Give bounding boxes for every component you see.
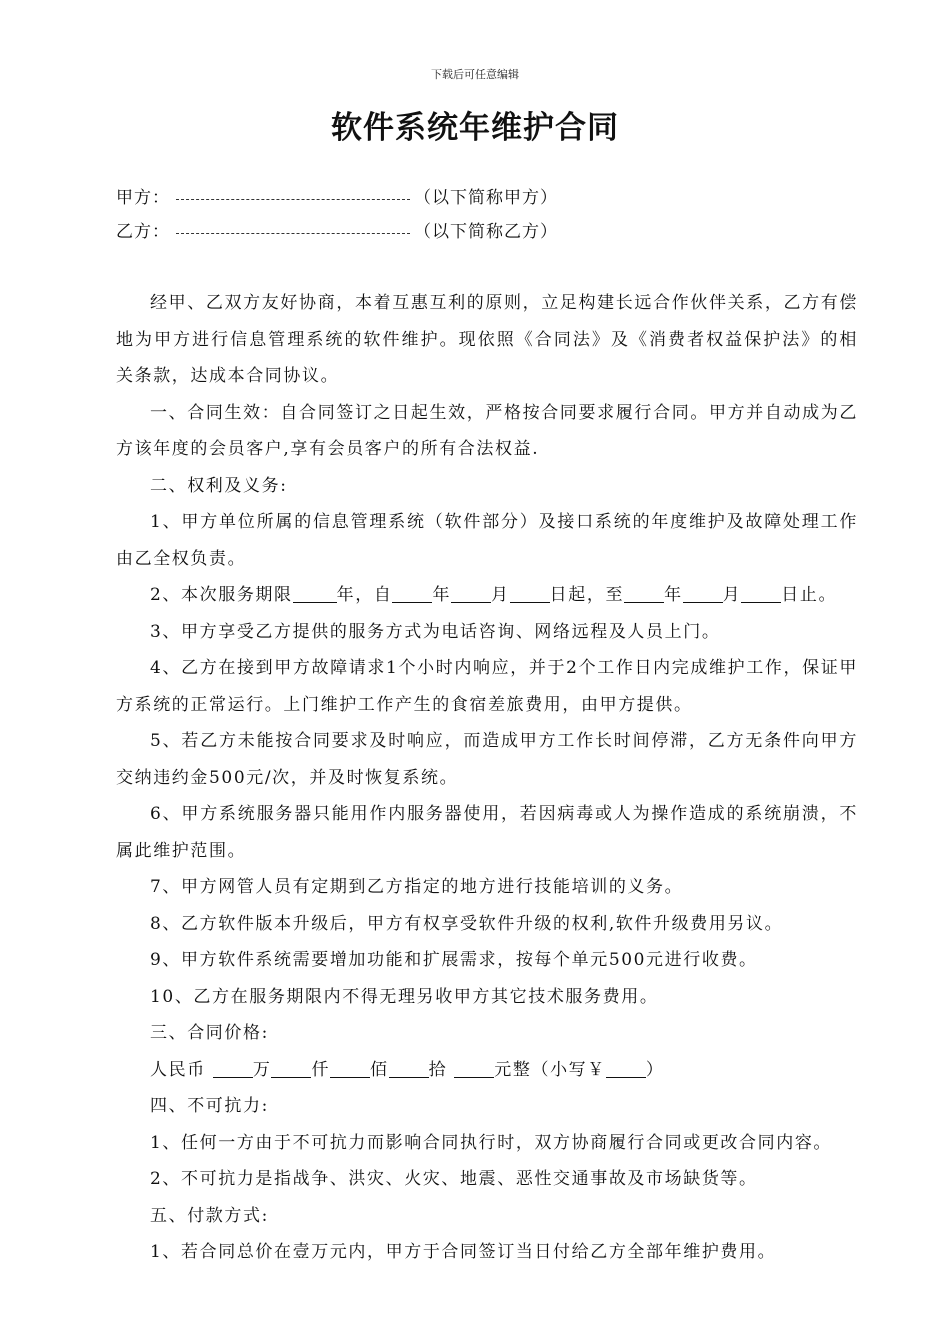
party-b-line <box>116 217 558 242</box>
price-text: 人民币 <box>150 1059 206 1080</box>
blank-start-month <box>451 582 491 603</box>
section-1-paragraph: 一、合同生效：自合同签订之日起生效，严格按合同要求履行合同。甲方并自动成为乙方该年度的会员客户,享有会员客户的所有合法权益. <box>116 402 858 459</box>
section-5-heading: 五、付款方式: <box>150 1205 269 1226</box>
blank-shi <box>389 1057 429 1078</box>
header-note: 下载后可任意编辑 <box>431 68 519 81</box>
price-text: ） <box>645 1059 665 1080</box>
party-a-suffix: （以下简称甲方） <box>414 188 558 208</box>
clause-7: 7、甲方网管人员有定期到乙方指定的地方进行技能培训的义务。 <box>150 877 684 897</box>
party-b-label: 乙方： <box>116 222 170 242</box>
clause-5: 5、若乙方未能按合同要求及时响应，而造成甲方工作长时间停滞，乙方无条件向甲方交纳违约金500元/次，并及时恢复系统。 <box>116 731 858 788</box>
blank-amount-figures <box>606 1057 646 1078</box>
section-3-heading: 三、合同价格: <box>150 1023 269 1043</box>
section-2-heading: 二、权利及义务: <box>150 475 288 496</box>
clause-2-text: 年 <box>432 585 452 605</box>
clause-2-text: 2、本次服务期限 <box>150 585 293 605</box>
price-line <box>116 1052 858 1089</box>
clause-2-text: 年，自 <box>336 585 393 605</box>
clause-2-text: 日止。 <box>781 585 838 605</box>
contract-body <box>116 285 858 1271</box>
clause-2-text: 日起，至 <box>549 585 625 605</box>
clause-3: 3、甲方享受乙方提供的服务方式为电话咨询、网络远程及人员上门。 <box>150 621 721 642</box>
blank-start-year <box>392 582 432 603</box>
blank-end-month <box>683 582 723 603</box>
clause-2-service-period <box>116 577 858 614</box>
clause-8: 8、乙方软件版本升级后，甲方有权享受软件升级的权利,软件升级费用另议。 <box>150 913 784 934</box>
party-a-blank <box>176 199 410 200</box>
price-text: 万 <box>252 1059 272 1080</box>
price-text: 仟 <box>311 1059 331 1080</box>
blank-years <box>293 582 337 603</box>
price-text: 佰 <box>370 1059 389 1080</box>
price-text: 拾 <box>428 1059 448 1080</box>
clause-2-text: 月 <box>722 585 742 605</box>
clause-2-text: 月 <box>491 585 510 605</box>
payment-clause-1: 1、若合同总价在壹万元内，甲方于合同签订当日付给乙方全部年维护费用。 <box>150 1242 777 1262</box>
clause-9: 9、甲方软件系统需要增加功能和扩展需求，按每个单元500元进行收费。 <box>150 950 758 970</box>
blank-yuan <box>454 1057 494 1078</box>
blank-qian <box>271 1057 311 1078</box>
party-b-suffix: （以下简称乙方） <box>414 222 558 242</box>
intro-paragraph: 经甲、乙双方友好协商，本着互惠互利的原则，立足构建长远合作伙伴关系，乙方有偿地为甲方进行信息管理系统的软件维护。现依照《合同法》及《消费者权益保护法》的相关条款，达成本合同协议。 <box>116 293 858 386</box>
party-a-line <box>116 183 558 208</box>
blank-start-day <box>510 582 550 603</box>
clause-6: 6、甲方系统服务器只能用作内服务器使用，若因病毒或人为操作造成的系统崩溃，不属此维护范围。 <box>116 804 858 861</box>
blank-end-year <box>624 582 664 603</box>
blank-bai <box>330 1057 370 1078</box>
price-text: 元整（小写￥ <box>494 1059 606 1080</box>
force-clause-2: 2、不可抗力是指战争、洪灾、火灾、地震、恶性交通事故及市场缺货等。 <box>150 1169 758 1189</box>
clause-2-text: 年 <box>664 585 683 605</box>
blank-end-day <box>741 582 781 603</box>
party-b-blank <box>176 233 410 234</box>
section-4-heading: 四、不可抗力: <box>150 1096 269 1116</box>
party-a-label: 甲方： <box>116 188 170 208</box>
clause-4: 4、乙方在接到甲方故障请求1个小时内响应，并于2个工作日内完成维护工作，保证甲方系统的正常运行。上门维护工作产生的食宿差旅费用，由甲方提供。 <box>116 658 858 715</box>
clause-10: 10、乙方在服务期限内不得无理另收甲方其它技术服务费用。 <box>150 986 659 1007</box>
document-title: 软件系统年维护合同 <box>331 110 619 146</box>
blank-wan <box>213 1057 253 1078</box>
force-clause-1: 1、任何一方由于不可抗力而影响合同执行时，双方协商履行合同或更改合同内容。 <box>150 1132 833 1153</box>
clause-1: 1、甲方单位所属的信息管理系统（软件部分）及接口系统的年度维护及故障处理工作由乙全权负责。 <box>116 512 858 569</box>
